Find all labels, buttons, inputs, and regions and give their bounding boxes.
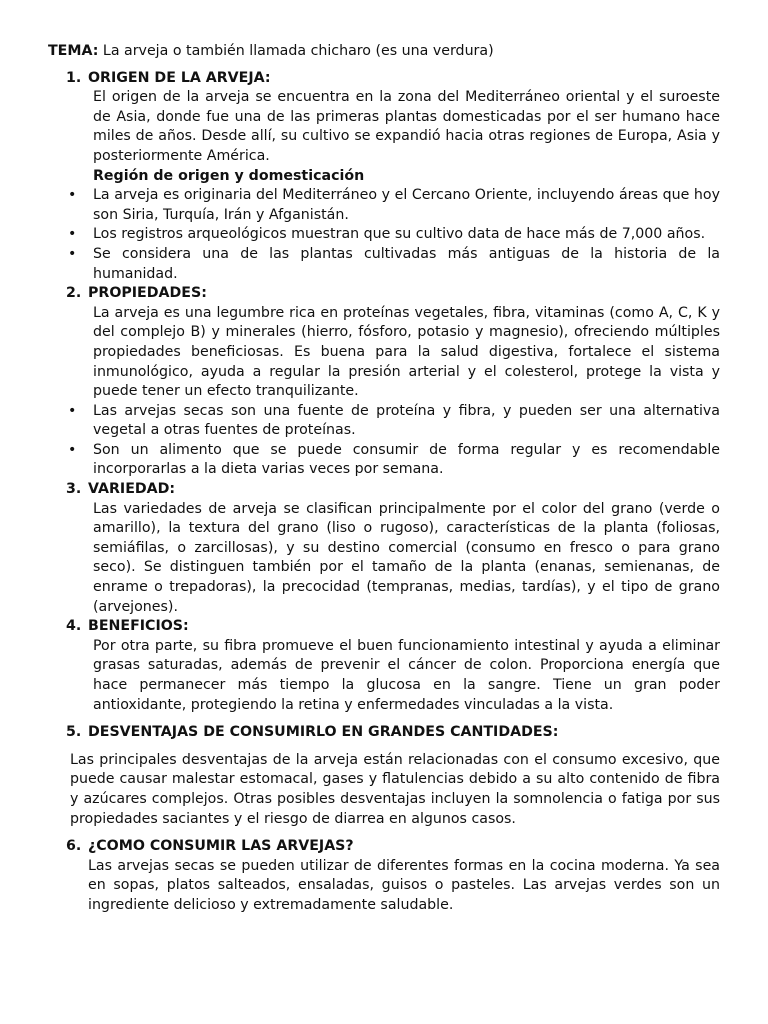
section-title: ¿COMO CONSUMIR LAS ARVEJAS? <box>88 838 354 855</box>
bullet-icon: • <box>68 441 77 458</box>
section-3-paragraph: Las variedades de arveja se clasifican principalmente por el color del grano (verde o amarillo), la textura del grano (liso o rugoso), características de la planta (foliosas, semiáfilas, o zarcillosas), y su destino comercial (consumo en fresco o para grano seco). Se distinguen también por el tamaño de la planta (enanas, semienanas, de enrame o trepadoras), la precocidad (tempranas, medias, tardías), y el tipo de grano (arvejones). <box>93 500 720 615</box>
topic-line <box>48 42 720 62</box>
section-5-heading <box>48 723 720 743</box>
section-title: PROPIEDADES: <box>88 285 207 302</box>
section-number: 4. <box>66 618 82 635</box>
topic-label: TEMA: <box>48 43 99 59</box>
bullet-item: • Los registros arqueológicos muestran que su cultivo data de hace más de 7,000 años. <box>48 225 720 245</box>
section-number: 5. <box>66 724 82 741</box>
section-title: BENEFICIOS: <box>88 618 189 635</box>
section-3-heading <box>48 480 720 500</box>
bullet-icon: • <box>68 245 77 262</box>
bullet-icon: • <box>68 226 77 243</box>
bullet-icon: • <box>68 402 77 419</box>
section-number: 2. <box>66 285 82 302</box>
bullet-item: • Se considera una de las plantas cultivadas más antiguas de la historia de la humanidad. <box>68 245 720 282</box>
bullet-item: • La arveja es originaria del Mediterráneo y el Cercano Oriente, incluyendo áreas que hoy son Siria, Turquía, Irán y Afganistán. <box>68 187 720 223</box>
section-4-paragraph: Por otra parte, su fibra promueve el buen funcionamiento intestinal y ayuda a eliminar grasas saturadas, además de prevenir el cáncer de colon. Proporciona energía que hace permanecer más tiempo la glucosa en la sangre. Tiene un gran poder antioxidante, protegiendo la retina y enfermedades vinculadas a la vista. <box>93 637 720 713</box>
section-6-paragraph: Las arvejas secas se pueden utilizar de diferentes formas en la cocina moderna. Ya sea en sopas, platos salteados, ensaladas, guisos o pasteles. Las arvejas verdes son un ingrediente delicioso y extremadamente saludable. <box>88 857 720 913</box>
section-2-paragraph: La arveja es una legumbre rica en proteínas vegetales, fibra, vitaminas (como A, C, K y del complejo B) y minerales (hierro, fósforo, potasio y magnesio), ofreciendo múltiples propiedades beneficiosas. Es buena para la salud digestiva, fortalece el sistema inmunológico, ayuda a regular la presión arterial y el colesterol, protege la vista y puede tener un efecto tranquilizante. <box>93 304 720 400</box>
section-1-subheading: Región de origen y domesticación <box>93 167 365 184</box>
section-4-heading <box>48 617 720 637</box>
section-5-paragraph: Las principales desventajas de la arveja están relacionadas con el consumo excesivo, que puede causar malestar estomacal, gases y flatulencias debido a su alto contenido de fibra y azúcares complejos. Otras posibles desventajas incluyen la somnolencia o fatiga por sus propiedades saciantes y el riesgo de diarrea en algunos casos. <box>70 751 720 827</box>
section-2-bullet-list <box>48 402 720 480</box>
bullet-item: • Son un alimento que se puede consumir de forma regular y es recomendable incorporarlas a la dieta varias veces por semana. <box>68 441 720 478</box>
section-title: VARIEDAD: <box>88 481 176 498</box>
section-title: ORIGEN DE LA ARVEJA: <box>88 69 271 86</box>
bullet-item: • Las arvejas secas son una fuente de proteína y fibra, y pueden ser una alternativa vegetal a otras fuentes de proteínas. <box>68 402 720 439</box>
section-1-bullet-list <box>48 186 720 284</box>
section-number: 1. <box>66 69 82 86</box>
bullet-icon: • <box>68 187 77 204</box>
topic-text: La arveja o también llamada chicharo (es una verdura) <box>98 43 494 59</box>
section-6-heading <box>48 837 720 857</box>
section-1-heading <box>48 69 720 89</box>
section-2-heading <box>48 284 720 304</box>
section-title: DESVENTAJAS DE CONSUMIRLO EN GRANDES CANTIDADES: <box>88 724 559 741</box>
section-number: 6. <box>66 838 82 855</box>
section-1-paragraph: El origen de la arveja se encuentra en la zona del Mediterráneo oriental y el suroeste de Asia, donde fue una de las primeras plantas domesticadas por el ser humano hace miles de años. Desde allí, su cultivo se expandió hacia otras regiones de Europa, Asia y posteriormente América. <box>93 89 720 164</box>
section-number: 3. <box>66 481 82 498</box>
